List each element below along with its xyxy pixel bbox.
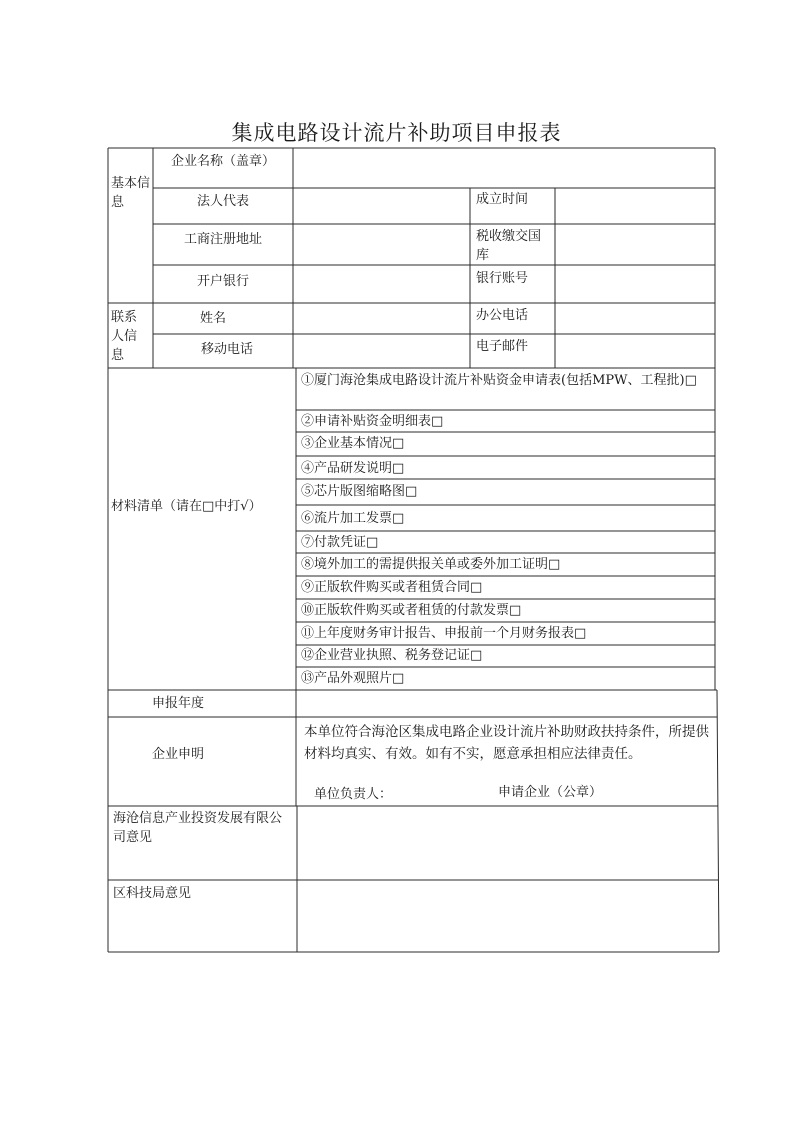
account-label: 银行账号 [476, 271, 529, 286]
material-item-6[interactable]: ⑥流片加工发票□ [301, 511, 405, 526]
materials-section-label: 材料清单（请在□中打√） [111, 499, 262, 514]
email-label: 电子邮件 [476, 339, 529, 354]
company-seal-label: 申请企业（公章） [498, 785, 603, 800]
material-item-13[interactable]: ⑬产品外观照片□ [301, 671, 405, 686]
contact-section-label: 联系人信息 [111, 310, 138, 363]
material-item-12[interactable]: ⑫企业营业执照、税务登记证□ [301, 648, 483, 663]
contact-name-label: 姓名 [199, 311, 226, 326]
invest-company-opinion-field[interactable] [302, 810, 712, 876]
declare-year-field[interactable] [300, 693, 712, 715]
declare-year-label: 申报年度 [151, 696, 204, 711]
company-name-field[interactable] [300, 152, 710, 184]
material-item-2[interactable]: ②申请补贴资金明细表□ [301, 414, 444, 429]
material-item-3[interactable]: ③企业基本情况□ [301, 436, 405, 451]
established-field[interactable] [559, 192, 711, 222]
mobile-label: 移动电话 [200, 342, 253, 357]
office-phone-label: 办公电话 [476, 308, 529, 323]
material-item-4[interactable]: ④产品研发说明□ [301, 461, 405, 476]
reg-address-label: 工商注册地址 [183, 232, 262, 247]
material-item-1[interactable]: ①厦门海沧集成电路设计流片补贴资金申请表(包括MPW、工程批)□ [301, 373, 697, 388]
responsible-person-label: 单位负责人： [314, 787, 393, 802]
statement-text: 本单位符合海沧区集成电路企业设计流片补助财政扶持条件，所提供材料均真实、有效。如有不实，愿意承担相应法律责任。 [304, 724, 709, 762]
legal-rep-label: 法人代表 [196, 194, 249, 209]
email-field[interactable] [559, 338, 711, 364]
company-name-label: 企业名称（盖章） [170, 154, 275, 169]
material-item-7[interactable]: ⑦付款凭证□ [301, 535, 379, 550]
mobile-field[interactable] [298, 338, 466, 364]
material-item-11[interactable]: ⑪上年度财务审计报告、申报前一个月财务报表□ [301, 626, 587, 641]
bank-field[interactable] [298, 269, 466, 299]
bureau-opinion-label: 区科技局意见 [113, 886, 192, 901]
account-field[interactable] [559, 269, 711, 299]
office-phone-field[interactable] [559, 307, 711, 331]
bureau-opinion-field[interactable] [302, 884, 712, 948]
basic-info-section-label: 基本信息 [111, 176, 151, 210]
invest-company-opinion-label: 海沧信息产业投资发展有限公司意见 [113, 811, 283, 845]
tax-treasury-label: 税收缴交国库 [476, 229, 542, 263]
material-item-8[interactable]: ⑧境外加工的需提供报关单或委外加工证明□ [301, 557, 561, 572]
tax-treasury-field[interactable] [559, 228, 711, 262]
material-item-5[interactable]: ⑤芯片版图缩略图□ [301, 484, 418, 499]
contact-name-field[interactable] [298, 307, 466, 331]
bank-label: 开户银行 [196, 274, 249, 289]
statement-label: 企业申明 [151, 747, 204, 762]
material-item-9[interactable]: ⑨正版软件购买或者租赁合同□ [301, 580, 483, 595]
reg-address-field[interactable] [298, 228, 466, 262]
form-title: 集成电路设计流片补助项目申报表 [231, 121, 562, 145]
established-label: 成立时间 [476, 192, 529, 207]
legal-rep-field[interactable] [298, 192, 466, 222]
material-item-10[interactable]: ⑩正版软件购买或者租赁的付款发票□ [301, 603, 522, 618]
